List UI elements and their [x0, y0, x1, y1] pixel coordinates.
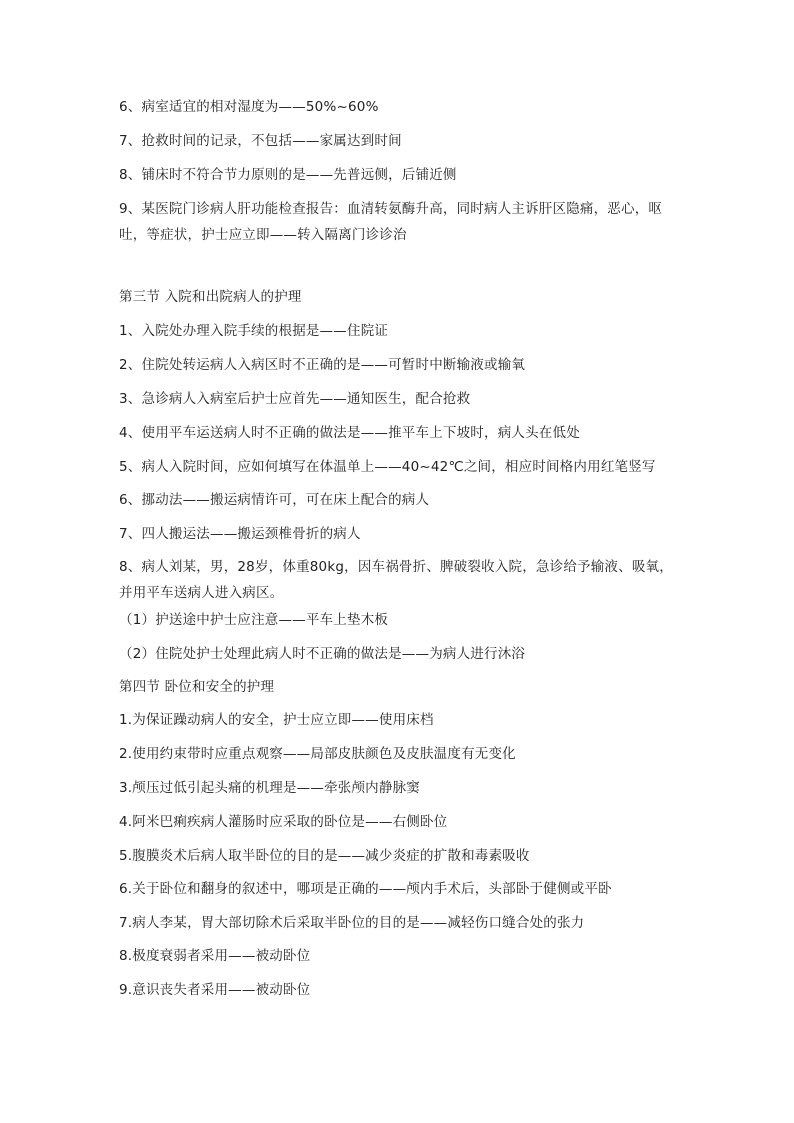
list-item: 5.腹膜炎术后病人取半卧位的目的是——减少炎症的扩散和毒素吸收 [119, 848, 530, 864]
list-item: 7、抢救时间的记录，不包括——家属达到时间 [119, 133, 402, 149]
list-item: 2.使用约束带时应重点观察——局部皮肤颜色及皮肤温度有无变化 [119, 746, 516, 762]
list-item: 6.关于卧位和翻身的叙述中，哪项是正确的——颅内手术后，头部卧于健侧或平卧 [119, 881, 612, 897]
section-title: 第三节 入院和出院病人的护理 [119, 289, 302, 305]
list-item: 6、挪动法——搬运病情许可，可在床上配合的病人 [119, 492, 430, 508]
list-item: 3、急诊病人入病室后护士应首先——通知医生，配合抢救 [119, 391, 471, 407]
list-item: 3.颅压过低引起头痛的机理是——牵张颅内静脉窦 [119, 780, 420, 796]
list-item: 9.意识丧失者采用——被动卧位 [119, 982, 311, 998]
list-item: 4.阿米巴痢疾病人灌肠时应采取的卧位是——右侧卧位 [119, 814, 448, 830]
section-title: 第四节 卧位和安全的护理 [119, 679, 275, 695]
list-item: （2）住院处护士处理此病人时不正确的做法是——为病人进行沐浴 [119, 646, 526, 662]
list-item: （1）护送途中护士应注意——平车上垫木板 [119, 612, 389, 628]
list-item: 2、住院处转运病人入病区时不正确的是——可暂时中断输液或输氧 [119, 357, 526, 373]
list-item: 8、铺床时不符合节力原则的是——先普远侧，后铺近侧 [119, 167, 457, 183]
list-item: 7、四人搬运法——搬运颈椎骨折的病人 [119, 526, 361, 542]
list-item: 9、某医院门诊病人肝功能检查报告：血清转氨酶升高，同时病人主诉肝区隐痛，恶心，呕吐，等症状，护士应立即——转入隔离门诊诊治 [119, 201, 663, 243]
list-item: 6、病室适宜的相对湿度为——50%~60% [119, 99, 379, 115]
list-item: 1、入院处办理入院手续的根据是——住院证 [119, 323, 389, 339]
list-item: 8、病人刘某，男，28岁，体重80kg，因车祸骨折、脾破裂收入院，急诊给予输液、吸氧，并用平车送病人进入病区。 [119, 559, 673, 601]
list-item: 5、病人入院时间，应如何填写在体温单上——40~42℃之间，相应时间格内用红笔竖写 [119, 459, 656, 475]
list-item: 7.病人李某，胃大部切除术后采取半卧位的目的是——减轻伤口缝合处的张力 [119, 915, 585, 931]
list-item: 4、使用平车运送病人时不正确的做法是——推平车上下坡时，病人头在低处 [119, 425, 580, 441]
list-item: 8.极度衰弱者采用——被动卧位 [119, 948, 311, 964]
list-item: 1.为保证躁动病人的安全，护士应立即——使用床档 [119, 712, 434, 728]
